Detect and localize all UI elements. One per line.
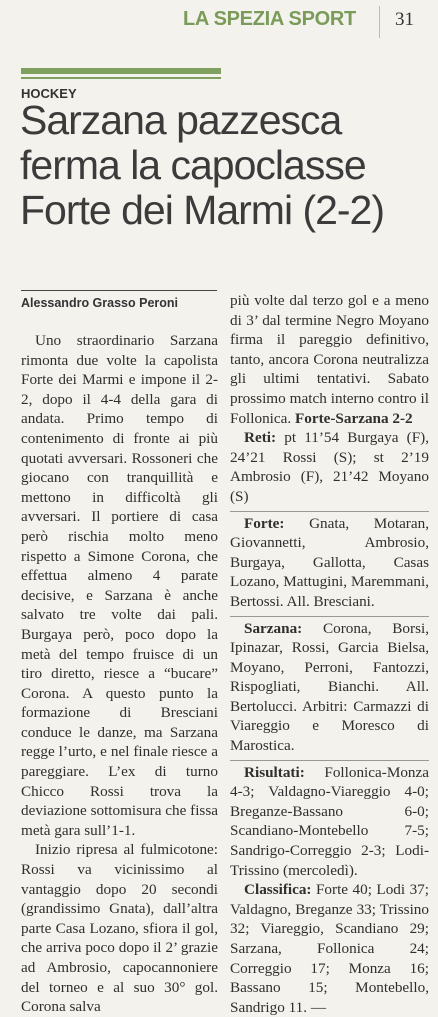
standings-paragraph [230,880,429,1017]
results-text: Follonica-Monza 4-3; Valdagno-Viareggio 4-0; Breganze-Bassano 6-0; Scandiano-Montebello 7-5; Sandrigo-Correggio 2-3; Lodi-Trissino (mercoledì). [230,763,429,879]
body-paragraph: Uno straordinario Sarzana rimonta due volte la capolista Forte dei Marmi e impone il 2-2, dopo il 4-4 della gara di andata. Primo tempo di contenimento di fronte ai più quotati avversari. Rossoneri che giocano con tranquillità e mettono in difficoltà gli avversari. Il portiere di casa però rischia molto meno rispetto a Simone Corona, che effettua almeno 4 parate decisive, e Sarzana è anche salvato tre volte dai pali. Burgaya però, poco dopo la metà del tempo fruisce di un tiro diretto, riesce a “bucare” Corona. A questo punto la formazione di Bresciani conduce le danze, ma Sarzana regge l’urto, e nel finale riesce a pareggiare. L’ex di turno Chicco Rossi trova la deviazione sottomisura che fissa metà gara sull’1-1. [21,332,218,839]
article-byline: Alessandro Grasso Peroni [21,296,179,310]
forte-lineup [230,514,429,612]
headline-rule-thick [21,68,221,74]
headline-line-2: ferma la capoclasse [20,142,366,188]
scorers-label: Reti: [244,429,277,447]
standings-text: Forte 40; Lodi 37; Valdagno, Breganze 33; Trissino 32; Viareggio, Scandiano 29; Sarzana, Follonica 24; Correggio 17; Monza 16; Bassano 15; Montebello, Sandrigo 11. — [230,881,429,1016]
scorers-text: pt 11’54 Burgaya (F), 24’21 Rossi (S); st 2’19 Ambrosio (F), 21’42 Moyano (S) [230,429,430,505]
article-headline [20,98,430,233]
page-header [0,0,438,44]
byline-rule [21,290,217,291]
section-divider [230,511,429,512]
scorers-paragraph [230,428,429,506]
section-divider [230,760,429,761]
section-divider [230,616,429,617]
header-divider [379,6,380,38]
article-kicker: HOCKEY [21,86,77,101]
article-column-2 [230,291,429,1017]
sarzana-lineup [230,619,429,756]
body-paragraph [230,291,429,428]
results-paragraph [230,763,429,881]
forte-label: Forte: [244,514,285,532]
match-score-title: Forte-Sarzana 2-2 [294,409,413,427]
forte-text: Gnata, Motaran, Giovannetti, Ambrosio, Burgaya, Gallotta, Casas Lozano, Mattugini, Maremmani, Bertossi. All. Bresciani. [230,514,429,610]
body-paragraph: Inizio ripresa al fulmicotone: Rossi va vicinissimo al vantaggio dopo 20 secondi (grandissimo Gnata), dall’altra parte Casa Lozano, sfiora il gol, che arriva poco dopo il 2’ grazie ad Ambrosio, capocannoniere del torneo e al suo 30° gol. Corona salva [21,841,218,1016]
section-title: LA SPEZIA SPORT [183,8,356,30]
page-number: 31 [395,9,414,30]
body-text: più volte dal terzo gol e a meno di 3’ dal termine Negro Moyano firma il pareggio definitivo, tanto, ancora Corona neutralizza gli ultimi tentativi. Sabato prossimo match interno contro il Follonica. [230,292,429,427]
results-label: Risultati: [244,763,305,781]
sarzana-label: Sarzana: [244,619,303,637]
headline-rule-thin [21,77,221,79]
headline-line-3: Forte dei Marmi (2-2) [20,187,385,233]
sarzana-text: Corona, Borsi, Ipinazar, Rossi, Garcia Bielsa, Moyano, Perroni, Fantozzi, Rispogliati, Bianchi. All. Bertolucci. Arbitri: Carmazzi di Viareggio e Moresco di Marostica. [230,619,429,755]
headline-line-1: Sarzana pazzesca [20,97,342,143]
article-column-1 [21,331,218,1017]
standings-label: Classifica: [244,881,312,899]
